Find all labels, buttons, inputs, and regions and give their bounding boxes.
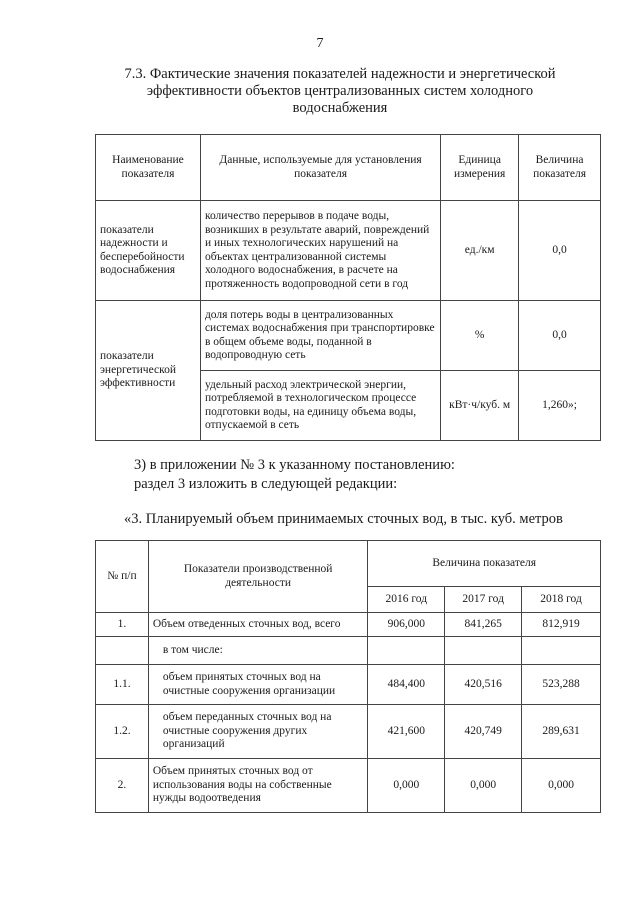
row-number: 1.2.: [96, 705, 149, 759]
section-heading: [110, 66, 570, 117]
indicator-unit: %: [441, 301, 519, 371]
table-row: [96, 301, 601, 371]
row-value: 0,000: [522, 759, 601, 813]
row-number: 1.1.: [96, 665, 149, 705]
row-value: 484,400: [368, 665, 445, 705]
table-header-row: [96, 541, 601, 587]
row-value: 289,631: [522, 705, 601, 759]
header-year: 2016 год: [368, 587, 445, 613]
indicator-data: удельный расход электрической энергии, потребляемой в технологическом процессе подготовки воды, на единицу объема воды, отпускаемой в сеть: [200, 371, 440, 441]
table-header-row: [96, 135, 601, 201]
wastewater-volume-table: [95, 540, 601, 813]
amendment-paragraph: 3) в приложении № 3 к указанному постановлению:: [134, 457, 455, 473]
table-row: [96, 637, 601, 665]
header-year: 2018 год: [522, 587, 601, 613]
row-value: 812,919: [522, 613, 601, 637]
row-indicator-name: Объем отведенных сточных вод, всего: [148, 613, 367, 637]
header-year: 2017 год: [445, 587, 522, 613]
row-indicator-name: объем переданных сточных вод на очистные сооружения других организаций: [148, 705, 367, 759]
heading-line: водоснабжения: [292, 100, 388, 116]
heading-line: 7.3. Фактические значения показателей надежности и энергетической: [124, 66, 556, 82]
header-row-number: № п/п: [96, 541, 149, 613]
row-value: [522, 637, 601, 665]
amendment-paragraph: раздел 3 изложить в следующей редакции:: [134, 476, 398, 492]
header-data-used: Данные, используемые для установления показателя: [200, 135, 440, 201]
row-indicator-name: объем принятых сточных вод на очистные сооружения организации: [148, 665, 367, 705]
reliability-indicators-table: [95, 134, 601, 441]
header-indicator-value: Величина показателя: [368, 541, 601, 587]
indicator-group-name: показатели надежности и бесперебойности водоснабжения: [96, 201, 201, 301]
header-value: Величина показателя: [519, 135, 601, 201]
row-number: [96, 637, 149, 665]
row-value: 523,288: [522, 665, 601, 705]
section-title: «3. Планируемый объем принимаемых сточных вод, в тыс. куб. метров: [124, 511, 563, 527]
header-indicators: Показатели производственной деятельности: [148, 541, 367, 613]
row-value: 0,000: [368, 759, 445, 813]
header-indicator-name: Наименование показателя: [96, 135, 201, 201]
table-row: [96, 705, 601, 759]
row-value: 906,000: [368, 613, 445, 637]
indicator-value: 0,0: [519, 201, 601, 301]
table-row: [96, 201, 601, 301]
row-number: 1.: [96, 613, 149, 637]
row-value: 841,265: [445, 613, 522, 637]
indicator-data: доля потерь воды в централизованных системах водоснабжения при транспортировке в общем объеме воды, поданной в водопроводную сеть: [200, 301, 440, 371]
row-value: 0,000: [445, 759, 522, 813]
indicator-data: количество перерывов в подаче воды, возникших в результате аварий, повреждений и иных технологических нарушений на объектах централизованной системы холодного водоснабжения, в расчете на протяженность водопроводной сети в год: [200, 201, 440, 301]
row-value: 420,749: [445, 705, 522, 759]
indicator-group-name: показатели энергетической эффективности: [96, 301, 201, 441]
indicator-unit: кВт·ч/куб. м: [441, 371, 519, 441]
row-value: [368, 637, 445, 665]
table-row: [96, 613, 601, 637]
header-unit: Единица измерения: [441, 135, 519, 201]
row-number: 2.: [96, 759, 149, 813]
row-value: [445, 637, 522, 665]
page-number: 7: [316, 36, 324, 51]
heading-line: эффективности объектов централизованных систем холодного: [146, 83, 534, 99]
table-row: [96, 759, 601, 813]
row-indicator-name: Объем принятых сточных вод от использования воды на собственные нужды водоотведения: [148, 759, 367, 813]
indicator-unit: ед./км: [441, 201, 519, 301]
indicator-value: 1,260»;: [519, 371, 601, 441]
table-row: [96, 665, 601, 705]
indicator-value: 0,0: [519, 301, 601, 371]
row-indicator-name: в том числе:: [148, 637, 367, 665]
row-value: 421,600: [368, 705, 445, 759]
row-value: 420,516: [445, 665, 522, 705]
